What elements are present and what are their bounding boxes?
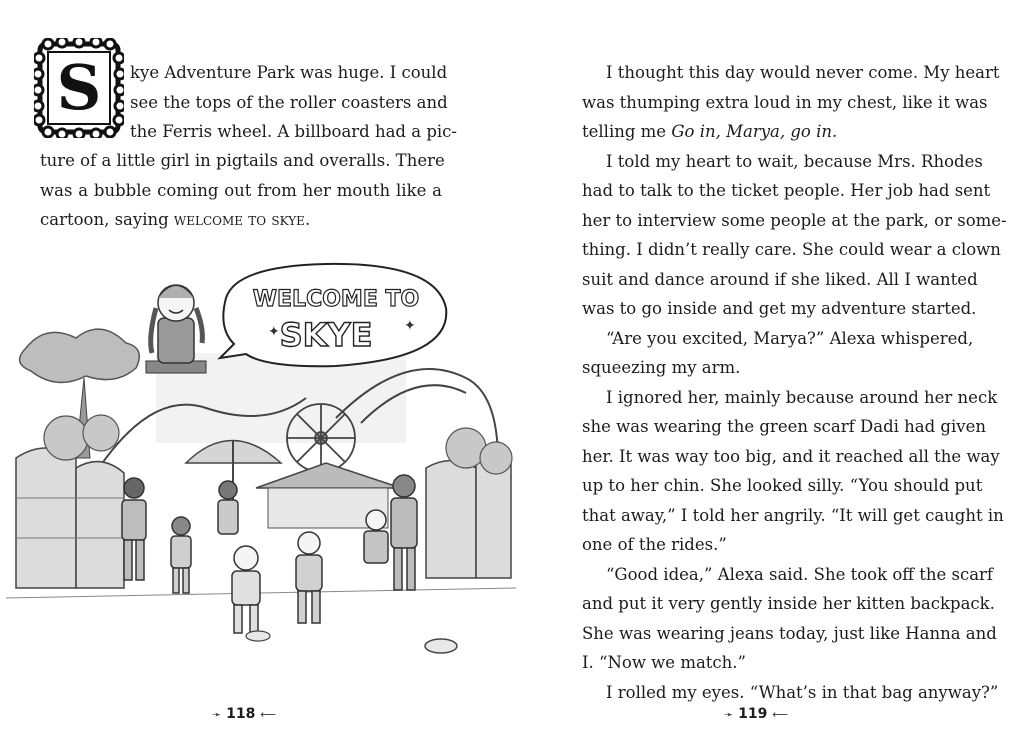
drop-cap (34, 38, 124, 138)
right-page (512, 0, 1024, 745)
drop-cap-letter: S (56, 51, 102, 124)
text-line: she was wearing the green scarf Dadi had given (582, 417, 986, 436)
folio-ornament-icon: ⟵ (260, 708, 276, 721)
text-line: the Ferris wheel. A billboard had a pic- (130, 122, 457, 141)
text-line: squeezing my arm. (582, 358, 741, 377)
ferris-wheel-icon (287, 404, 355, 472)
right-text-body (582, 58, 1007, 707)
text-line: “Are you excited, Marya?” Alexa whispered, (606, 328, 974, 348)
italic-text: Go in, Marya, go in. (671, 122, 838, 141)
text-line: up to her chin. She looked silly. “You should put (582, 476, 983, 495)
text-line: had to talk to the ticket people. Her job had sent (582, 181, 991, 200)
text-line: thing. I didn’t really care. She could wear a clown (582, 240, 1001, 259)
text-line: her. It was way too big, and it reached all the way (582, 446, 1000, 466)
text-line: cartoon, saying welcome to skye. (40, 210, 311, 229)
text-line: I ignored her, mainly because around her neck (606, 387, 998, 407)
text-line: suit and dance around if she liked. All I wanted (582, 269, 978, 289)
text-line: She was wearing jeans today, just like Hanna and (582, 623, 997, 643)
smallcaps-text: welcome to skye (173, 210, 305, 229)
text-line: was thumping extra loud in my chest, like it was (582, 92, 988, 112)
folio-ornament-icon: ⟵ (772, 708, 788, 721)
text-line: “Good idea,” Alexa said. She took off the scarf (606, 564, 994, 584)
left-text-full-width (40, 146, 445, 235)
left-text-beside-cap (130, 58, 457, 147)
page-number-left: ➛ 118 ⟵ (212, 706, 276, 722)
speech-bubble-line2: SKYE (279, 316, 373, 354)
text-line: that away,” I told her angrily. “It will get caught in (582, 505, 1004, 525)
text-line: I told my heart to wait, because Mrs. Rhodes (606, 151, 983, 171)
page-number-right: ➛ 119 ⟵ (724, 706, 788, 722)
text-line: kye Adventure Park was huge. I could (130, 63, 448, 82)
amusement-park-illustration (6, 258, 516, 668)
folio-ornament-icon: ➛ (212, 708, 222, 721)
text-line: her to interview some people at the park, or some- (582, 210, 1007, 230)
text-line: I. “Now we match.” (582, 653, 746, 672)
text-line: telling me Go in, Marya, go in. (582, 122, 838, 141)
sparkle-icon: ✦ (404, 318, 416, 334)
text-line: ture of a little girl in pigtails and overalls. There (40, 151, 445, 170)
text-line: I rolled my eyes. “What’s in that bag anyway?” (606, 682, 999, 702)
text-line: was a bubble coming out from her mouth like a (40, 180, 442, 200)
speech-bubble-line1: WELCOME TO (252, 287, 420, 312)
text-line: one of the rides.” (582, 535, 727, 554)
text-line: was to go inside and get my adventure started. (582, 299, 977, 318)
sparkle-icon: ✦ (268, 324, 280, 340)
speech-bubble (220, 264, 446, 366)
text-line: see the tops of the roller coasters and (130, 92, 448, 112)
text-line: I thought this day would never come. My heart (606, 63, 1000, 82)
folio-ornament-icon: ➛ (724, 708, 734, 721)
text-line: and put it very gently inside her kitten backpack. (582, 594, 995, 613)
